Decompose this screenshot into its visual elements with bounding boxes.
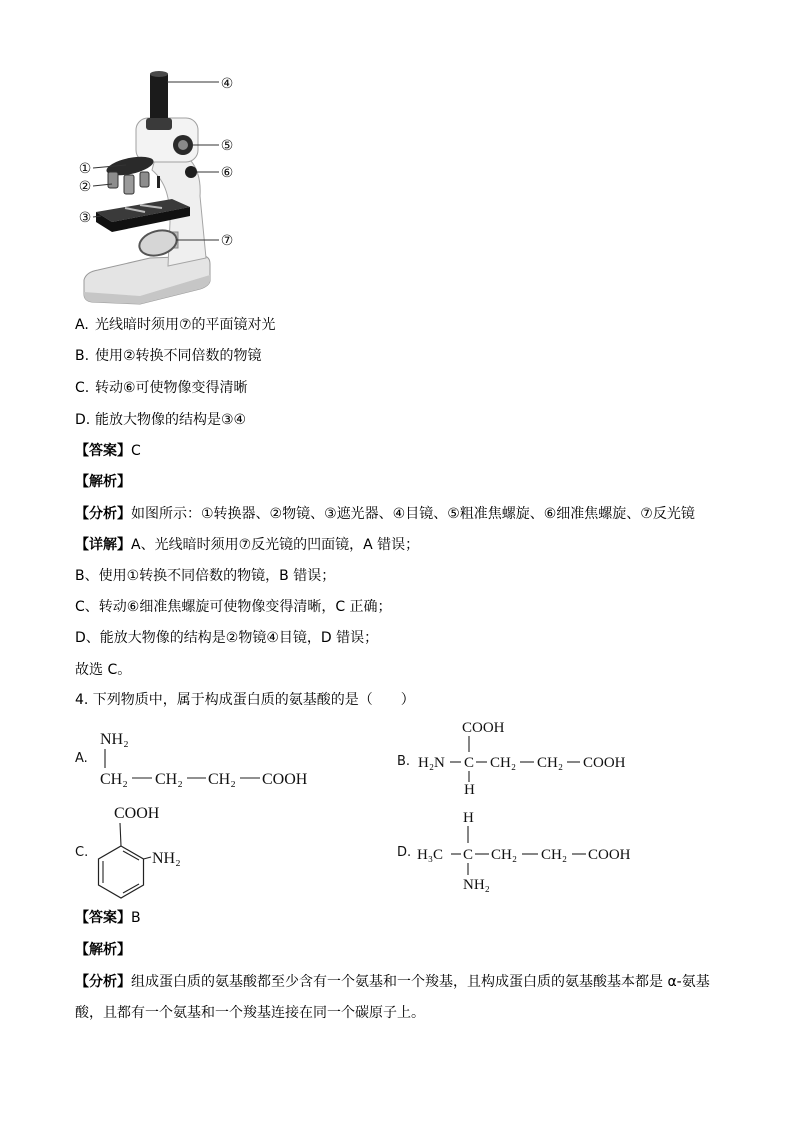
option-letter: B. bbox=[75, 348, 90, 364]
q3-answer bbox=[75, 441, 141, 461]
structure-b-group: CH₂ bbox=[537, 755, 564, 771]
structure-d-bottom: NH₂ bbox=[463, 877, 490, 893]
detail-text: B、使用①转换不同倍数的物镜，B 错误； bbox=[75, 568, 336, 584]
coarse-focus-knob-center bbox=[178, 140, 188, 150]
q4-stem bbox=[75, 690, 415, 710]
eyepiece-top bbox=[150, 71, 168, 77]
structure-b-group: CH₂ bbox=[490, 755, 517, 771]
detail-text: A、光线暗时须用⑦反光镜的凹面镜，A 错误； bbox=[131, 537, 420, 553]
structure-c-top: COOH bbox=[114, 805, 160, 822]
bond-line bbox=[120, 823, 121, 846]
bond-line bbox=[144, 857, 152, 859]
objective-lens bbox=[140, 172, 149, 187]
q3-detail-c bbox=[75, 597, 392, 617]
q3-detail-b bbox=[75, 566, 335, 586]
focus-pin bbox=[157, 176, 160, 188]
explain-label: 【解析】 bbox=[75, 942, 131, 958]
answer-label: 【答案】 bbox=[75, 910, 131, 926]
structure-c-side: NH₂ bbox=[152, 850, 181, 867]
q3-analysis bbox=[75, 504, 695, 524]
option-letter: C. bbox=[75, 380, 90, 396]
q4-analysis-cont bbox=[75, 1003, 425, 1023]
eyepiece-collar bbox=[146, 118, 172, 130]
structure-d-group: H₃C bbox=[417, 847, 444, 863]
detail-text: C、转动⑥细准焦螺旋可使物像变得清晰，C 正确； bbox=[75, 599, 392, 615]
option-text: 转动⑥可使物像变得清晰 bbox=[95, 380, 248, 396]
figure-label-1: ① bbox=[78, 161, 92, 177]
structure-d-group: CH₂ bbox=[541, 847, 568, 863]
q4-answer bbox=[75, 908, 141, 928]
benzene-ring bbox=[99, 846, 144, 898]
analysis-text: 如图所示：①转换器、②物镜、③遮光器、④目镜、⑤粗准焦螺旋、⑥细准焦螺旋、⑦反光镜 bbox=[131, 506, 695, 522]
answer-label: 【答案】 bbox=[75, 443, 131, 459]
q3-detail-a bbox=[75, 535, 419, 555]
option-c bbox=[75, 378, 248, 398]
structure-c-letter: C. bbox=[75, 845, 89, 860]
structure-d-group: CH₂ bbox=[491, 847, 518, 863]
structure-a-group: CH₂ bbox=[155, 771, 183, 788]
q3-conclusion bbox=[75, 660, 131, 680]
option-d bbox=[75, 410, 246, 430]
analysis-text: 酸，且都有一个氨基和一个羧基连接在同一个碳原子上。 bbox=[75, 1005, 425, 1021]
structure-b-letter: B. bbox=[397, 754, 411, 769]
structure-b-group: COOH bbox=[583, 755, 626, 771]
eyepiece-tube bbox=[150, 74, 168, 122]
microscope-figure bbox=[60, 60, 260, 315]
option-b bbox=[75, 346, 262, 366]
option-text: 使用②转换不同倍数的物镜 bbox=[95, 348, 262, 364]
answer-value: C bbox=[131, 443, 141, 459]
analysis-text: 组成蛋白质的氨基酸都至少含有一个氨基和一个羧基，且构成蛋白质的氨基酸基本都是 α-氨基 bbox=[131, 974, 710, 990]
figure-label-5: ⑤ bbox=[220, 138, 234, 154]
option-text: 光线暗时须用⑦的平面镜对光 bbox=[95, 317, 276, 333]
answer-value: B bbox=[131, 910, 141, 926]
figure-label-2: ② bbox=[78, 179, 92, 195]
question-stem: 4. 下列物质中，属于构成蛋白质的氨基酸的是（ ） bbox=[75, 692, 415, 708]
structure-b-group: H₂N bbox=[418, 755, 445, 771]
option-letter: A. bbox=[75, 317, 89, 333]
detail-label: 【详解】 bbox=[75, 537, 131, 553]
analysis-label: 【分析】 bbox=[75, 974, 131, 990]
q4-explain bbox=[75, 940, 131, 960]
fine-focus-knob bbox=[185, 166, 197, 178]
structure-a-group: CH₂ bbox=[208, 771, 236, 788]
objective-lens bbox=[108, 172, 118, 188]
figure-label-7: ⑦ bbox=[220, 233, 234, 249]
structure-b-group: C bbox=[464, 755, 475, 771]
objective-lens bbox=[124, 175, 134, 194]
q3-detail-d bbox=[75, 628, 378, 648]
structure-a-group: COOH bbox=[262, 771, 308, 788]
q4-analysis bbox=[75, 972, 710, 992]
analysis-label: 【分析】 bbox=[75, 506, 131, 522]
structure-a-group: CH₂ bbox=[100, 771, 128, 788]
structure-d-letter: D. bbox=[397, 845, 412, 860]
detail-text: D、能放大物像的结构是②物镜④目镜，D 错误； bbox=[75, 630, 379, 646]
structure-b-bottom: H bbox=[464, 782, 475, 798]
structure-a-top: NH₂ bbox=[100, 731, 129, 748]
structure-d-top: H bbox=[463, 810, 474, 826]
option-letter: D. bbox=[75, 412, 91, 428]
q3-explain bbox=[75, 472, 131, 492]
structure-d-group: C bbox=[463, 847, 474, 863]
structure-d-group: COOH bbox=[588, 847, 631, 863]
structure-a-letter: A. bbox=[75, 751, 88, 766]
structure-b-top: COOH bbox=[462, 720, 505, 736]
q4-structures bbox=[60, 715, 660, 905]
conclusion-text: 故选 C。 bbox=[75, 662, 132, 678]
figure-label-3: ③ bbox=[78, 210, 92, 226]
option-text: 能放大物像的结构是③④ bbox=[95, 412, 247, 428]
option-a bbox=[75, 315, 276, 335]
figure-label-6: ⑥ bbox=[220, 165, 234, 181]
explain-label: 【解析】 bbox=[75, 474, 131, 490]
figure-label-4: ④ bbox=[220, 76, 234, 92]
